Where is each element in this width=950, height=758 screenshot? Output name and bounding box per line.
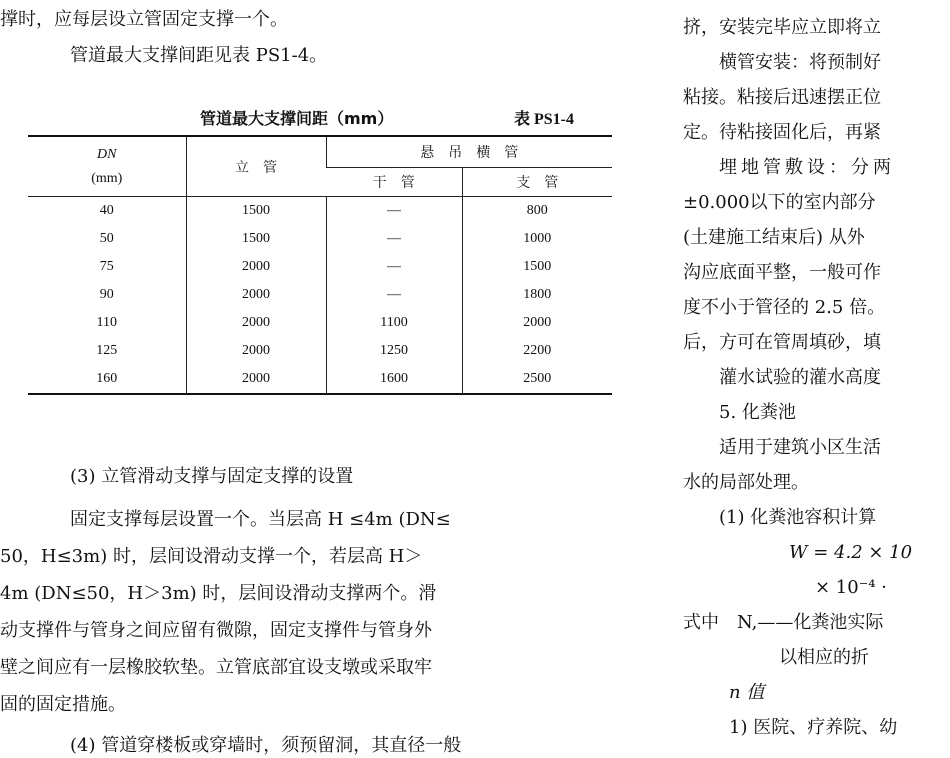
text-line: 撑时，应每层设立管固定支撑一个。 bbox=[0, 9, 288, 30]
cell-branch: 1000 bbox=[462, 225, 612, 253]
text-line: 固的固定措施。 bbox=[0, 694, 126, 715]
table-row bbox=[28, 281, 612, 309]
text-line: 适用于建筑小区生活 bbox=[719, 437, 881, 458]
header-dn: DN (mm) bbox=[28, 136, 186, 197]
table-caption: 管道最大支撑间距（mm） bbox=[200, 109, 394, 128]
cell-riser: 2000 bbox=[186, 337, 326, 365]
cell-main: 1600 bbox=[326, 365, 462, 394]
text-line: 以相应的折 bbox=[779, 647, 869, 668]
cell-dn: 160 bbox=[28, 365, 186, 394]
text-line: (4) 管道穿楼板或穿墙时，须预留洞，其直径一般 bbox=[70, 735, 462, 756]
text-line: n 值 bbox=[729, 682, 765, 703]
text-line: 1) 医院、疗养院、幼 bbox=[729, 717, 898, 738]
cell-main: — bbox=[326, 281, 462, 309]
table-row bbox=[28, 309, 612, 337]
cell-dn: 110 bbox=[96, 315, 117, 330]
cell-main: — bbox=[326, 253, 462, 281]
cell-main: — bbox=[326, 197, 462, 226]
header-horizontal: 悬 吊 横 管 bbox=[326, 136, 612, 168]
text-line: 式中 N,——化粪池实际 bbox=[683, 612, 884, 633]
text-line: 管道最大支撑间距见表 PS1-4。 bbox=[70, 45, 328, 66]
cell-riser: 2000 bbox=[186, 253, 326, 281]
cell-riser: 1500 bbox=[186, 197, 326, 226]
header-branch: 支 管 bbox=[462, 168, 612, 197]
text-line: 粘接。粘接后迅速摆正位 bbox=[683, 87, 881, 108]
text-line: (1) 化粪池容积计算 bbox=[719, 507, 877, 528]
text-line: 后，方可在管周填砂，填 bbox=[683, 332, 881, 353]
table-row bbox=[28, 365, 612, 394]
cell-dn: 40 bbox=[99, 203, 114, 218]
text-line: 灌水试验的灌水高度 bbox=[719, 367, 881, 388]
table-number: 表 PS1-4 bbox=[514, 111, 575, 128]
cell-dn: 50 bbox=[99, 231, 114, 246]
cell-riser: 2000 bbox=[186, 309, 326, 337]
support-spacing-table bbox=[28, 135, 612, 395]
cell-main: 1100 bbox=[326, 309, 462, 337]
cell-branch: 800 bbox=[462, 197, 612, 226]
cell-branch: 2000 bbox=[462, 309, 612, 337]
cell-dn: 75 bbox=[99, 259, 114, 274]
table-row bbox=[28, 197, 612, 226]
cell-branch: 2500 bbox=[462, 365, 612, 394]
cell-branch: 1500 bbox=[462, 253, 612, 281]
cell-main: 1250 bbox=[326, 337, 462, 365]
text-line: (土建施工结束后) 从外 bbox=[683, 227, 865, 248]
header-riser: 立 管 bbox=[186, 136, 326, 197]
cell-riser: 2000 bbox=[186, 281, 326, 309]
cell-dn: 90 bbox=[99, 287, 114, 302]
text-line: 壁之间应有一层橡胶软垫。立管底部宜设支墩或采取牢 bbox=[0, 657, 432, 678]
section-heading: 5. 化粪池 bbox=[719, 402, 796, 423]
text-line: ±0.000以下的室内部分 bbox=[683, 192, 876, 213]
table-row bbox=[28, 253, 612, 281]
text-line: 4m (DN≤50，H＞3m) 时，层间设滑动支撑两个。滑 bbox=[0, 583, 437, 604]
table-row bbox=[28, 225, 612, 253]
cell-riser: 1500 bbox=[186, 225, 326, 253]
cell-branch: 1800 bbox=[462, 281, 612, 309]
text-line: 挤，安装完毕应立即将立 bbox=[683, 17, 881, 38]
text-line: 固定支撑每层设置一个。当层高 H ≤4m (DN≤ bbox=[70, 509, 451, 530]
text-line: 动支撑件与管身之间应留有微隙，固定支撑件与管身外 bbox=[0, 620, 432, 641]
text-line: 水的局部处理。 bbox=[683, 472, 809, 493]
cell-dn: 125 bbox=[96, 343, 118, 358]
formula-line: × 10⁻⁴ · bbox=[815, 577, 887, 598]
formula-line: W = 4.2 × 10 bbox=[789, 542, 913, 563]
text-line: 度不小于管径的 2.5 倍。 bbox=[683, 297, 886, 318]
text-line: 埋地管敷设：分两 bbox=[719, 157, 895, 178]
cell-riser: 2000 bbox=[186, 365, 326, 394]
section-heading: (3) 立管滑动支撑与固定支撑的设置 bbox=[70, 466, 354, 487]
text-line: 定。待粘接固化后，再紧 bbox=[683, 122, 881, 143]
cell-main: — bbox=[326, 225, 462, 253]
header-main: 干 管 bbox=[326, 168, 462, 197]
text-line: 横管安装：将预制好 bbox=[719, 52, 881, 73]
text-line: 沟应底面平整，一般可作 bbox=[683, 262, 881, 283]
text-line: 50，H≤3m) 时，层间设滑动支撑一个，若层高 H＞ bbox=[0, 546, 423, 567]
right-column bbox=[683, 0, 950, 754]
cell-branch: 2200 bbox=[462, 337, 612, 365]
table-row bbox=[28, 337, 612, 365]
